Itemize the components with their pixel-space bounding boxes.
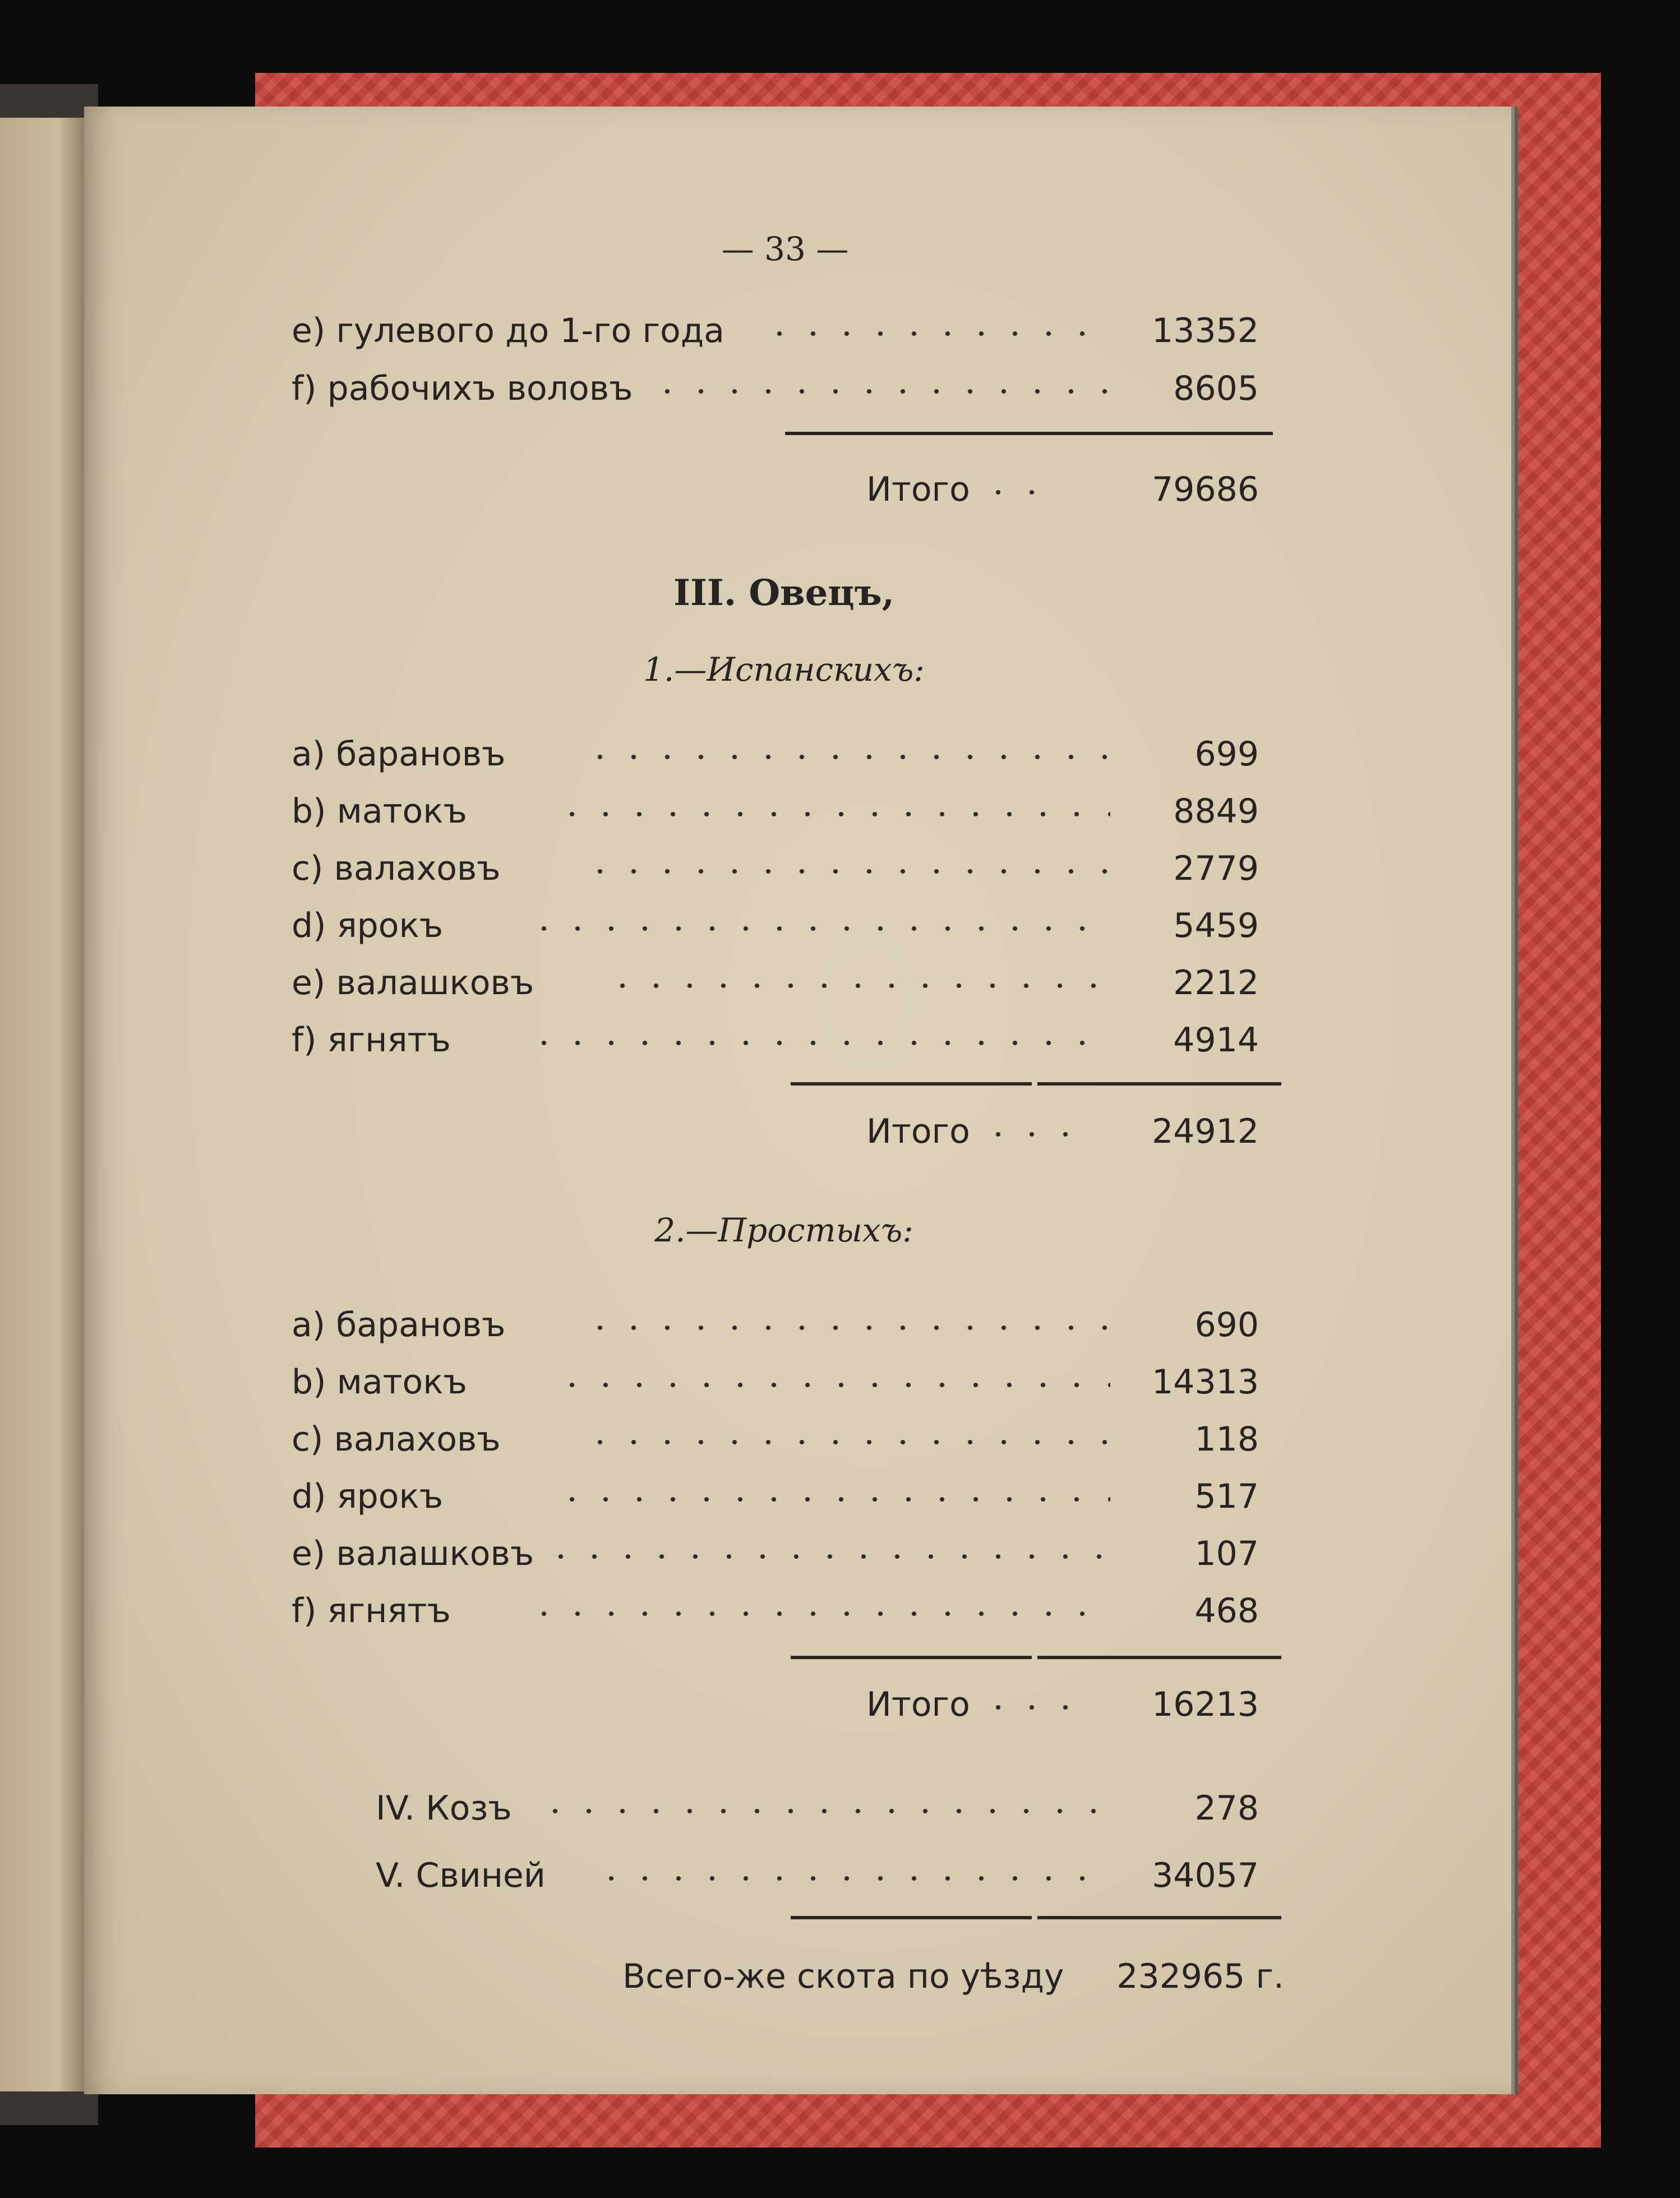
item-value: 2212	[1173, 963, 1259, 1003]
leader-dots	[583, 1326, 1110, 1330]
item-label: IV. Козъ	[376, 1789, 512, 1828]
item-label: V. Свиней	[376, 1856, 546, 1895]
list-item	[292, 786, 1259, 837]
leader-dots	[527, 1041, 1110, 1045]
list-item	[292, 1300, 1259, 1350]
item-value: 2779	[1173, 849, 1259, 888]
item-value: 278	[1194, 1789, 1259, 1828]
page-content: — 33 — e) гулевого до 1-го года 13352 f) рабочихъ воловъ 8605 Итого 79686 III. Овецъ, 1.—Испанскихъ: a) барановъ 699 b) матокъ 8849 c) валаховъ 2779 d) ярокъ 5459 e) валашковъ 2212 f) ягнятъ 4914 Итого 24912 2.—Простыхъ: a) барановъ 690 b) матокъ 14313 c) валаховъ 118 d) ярокъ 517 e) валашковъ 107 f) ягнятъ 468 Итого 16213 IV. Козъ 278 V. Свиней 34057 Всего-же скота по уѣзду 232965 г.	[0, 0, 1680, 2198]
list-item	[292, 1783, 1259, 1834]
item-value: 8849	[1173, 792, 1259, 831]
list-item	[292, 958, 1259, 1008]
subtotal-row	[785, 1679, 1267, 1730]
leader-dots	[583, 1440, 1110, 1444]
item-label: a) барановъ	[292, 735, 506, 774]
leader-dots	[981, 1705, 1082, 1710]
item-value: 14313	[1152, 1363, 1259, 1402]
total-rule	[1037, 1082, 1281, 1086]
item-label: c) валаховъ	[292, 1420, 501, 1459]
total-value: 24912	[1152, 1112, 1259, 1151]
subtotal-row	[785, 464, 1267, 515]
subsection-heading: 1.—Испанскихъ:	[643, 650, 925, 689]
list-item	[292, 1529, 1259, 1579]
leader-dots	[538, 1809, 1110, 1813]
leader-dots	[544, 1554, 1110, 1559]
total-rule	[785, 432, 1273, 435]
item-value: 517	[1194, 1477, 1259, 1516]
subsection-heading: 2.—Простыхъ:	[654, 1211, 913, 1249]
total-value: 79686	[1152, 470, 1259, 509]
item-value: 118	[1194, 1420, 1259, 1459]
item-label: e) валашковъ	[292, 963, 534, 1003]
list-item	[292, 843, 1259, 894]
item-label: c) валаховъ	[292, 849, 501, 888]
item-value: 690	[1194, 1305, 1259, 1345]
item-label: e) гулевого до 1-го года	[292, 311, 724, 350]
item-label: d) ярокъ	[292, 906, 444, 945]
list-item	[292, 1414, 1259, 1465]
total-value: 16213	[1152, 1685, 1259, 1724]
item-label: d) ярокъ	[292, 1477, 444, 1516]
total-rule	[791, 1656, 1032, 1659]
total-label: Итого	[866, 470, 970, 509]
list-item	[292, 306, 1259, 356]
item-label: a) барановъ	[292, 1305, 506, 1345]
grand-total-label: Всего-же скота по уѣзду	[622, 1957, 1064, 1996]
leader-dots	[527, 1611, 1110, 1616]
list-item	[292, 729, 1259, 779]
item-value: 5459	[1173, 906, 1259, 945]
leader-dots	[527, 926, 1110, 931]
item-value: 699	[1194, 735, 1259, 774]
leader-dots	[583, 869, 1110, 874]
leader-dots	[650, 389, 1110, 394]
list-item	[292, 1471, 1259, 1522]
section-heading: III. Овецъ,	[673, 572, 894, 614]
total-label: Итого	[866, 1685, 970, 1724]
leader-dots	[555, 1497, 1110, 1502]
total-rule	[1037, 1656, 1281, 1659]
grand-total-row	[622, 1951, 1284, 2002]
item-label: e) валашковъ	[292, 1534, 534, 1573]
item-label: f) ягнятъ	[292, 1591, 451, 1631]
list-item	[292, 1586, 1259, 1636]
leader-dots	[555, 812, 1110, 816]
item-label: f) ягнятъ	[292, 1020, 451, 1060]
list-item	[292, 1015, 1259, 1065]
list-item	[292, 901, 1259, 951]
item-value: 8605	[1173, 369, 1259, 408]
leader-dots	[594, 1876, 1110, 1881]
total-rule	[1037, 1916, 1281, 1919]
total-rule	[791, 1082, 1032, 1086]
leader-dots	[981, 1132, 1082, 1137]
total-rule	[791, 1916, 1032, 1919]
grand-total-value: 232965 г.	[1116, 1957, 1284, 1996]
list-item	[292, 1850, 1259, 1901]
item-label: b) матокъ	[292, 1363, 467, 1402]
list-item	[292, 1357, 1259, 1407]
item-label: f) рабочихъ воловъ	[292, 369, 633, 408]
subtotal-row	[785, 1106, 1267, 1157]
leader-dots	[763, 331, 1110, 336]
leader-dots	[981, 490, 1054, 495]
leader-dots	[606, 983, 1110, 988]
item-value: 107	[1194, 1534, 1259, 1573]
item-label: b) матокъ	[292, 792, 467, 831]
list-item	[292, 363, 1259, 414]
item-value: 34057	[1152, 1856, 1259, 1895]
item-value: 4914	[1173, 1020, 1259, 1060]
item-value: 468	[1194, 1591, 1259, 1631]
item-value: 13352	[1152, 311, 1259, 350]
leader-dots	[583, 755, 1110, 759]
leader-dots	[555, 1383, 1110, 1387]
total-label: Итого	[866, 1112, 970, 1151]
